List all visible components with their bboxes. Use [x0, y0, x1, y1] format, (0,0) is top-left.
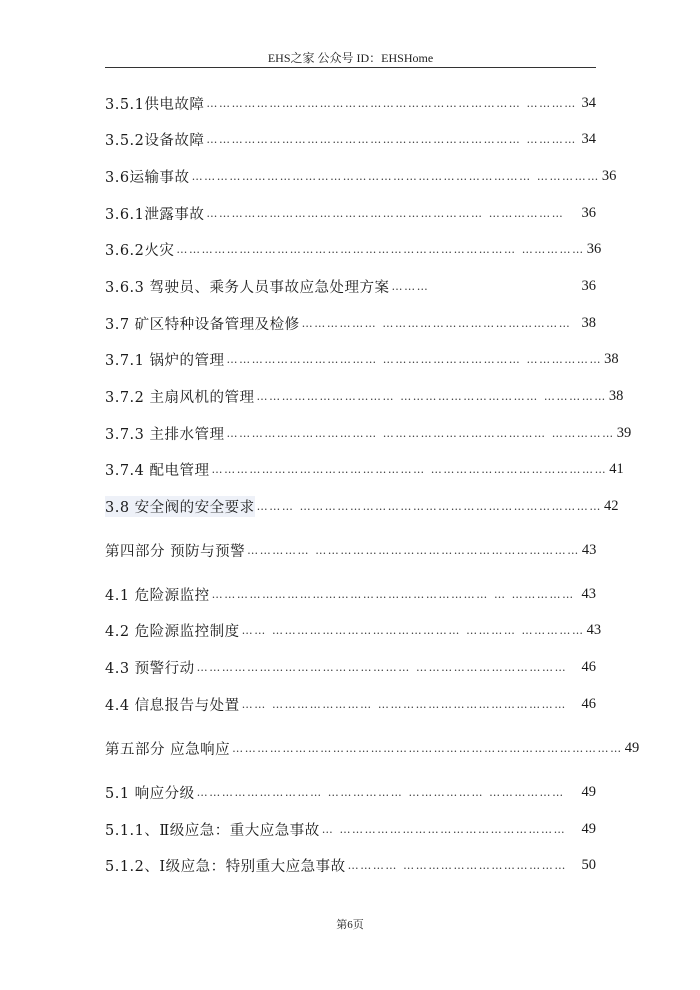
toc-entry[interactable] [105, 458, 624, 480]
toc-entry[interactable] [105, 583, 596, 605]
toc-entry-page: 34 [581, 94, 596, 111]
toc-entry-title: 3.7.4 配电管理 [105, 462, 210, 479]
toc-entry-title: 4.1 危险源监控 [105, 587, 210, 604]
toc-entry[interactable] [105, 238, 602, 260]
toc-entry-page: 38 [604, 350, 619, 367]
toc-leader-dots: …… ……………………………………… ………… …………… [241, 623, 585, 637]
toc-entry-title: 4.3 预警行动 [105, 660, 195, 677]
toc-entry[interactable] [105, 781, 596, 803]
toc-entry[interactable] [105, 312, 596, 334]
toc-entry-title: 4.4 信息报告与处置 [105, 697, 240, 714]
toc-entry-title: 4.2 危险源监控制度 [105, 623, 240, 640]
toc-entry-title: 3.6.3 驾驶员、乘务人员事故应急处理方案 [105, 279, 390, 296]
toc-entry-page: 46 [581, 658, 596, 675]
toc-entry[interactable] [105, 818, 596, 840]
toc-entry[interactable] [105, 348, 619, 370]
toc-leader-dots: ………………………………………………………………… ………… [206, 96, 577, 110]
toc-entry[interactable] [105, 202, 596, 224]
toc-entry-title: 3.6运输事故 [105, 169, 190, 186]
toc-entry-title: 3.5.2设备故障 [105, 132, 205, 149]
toc-leader-dots: ………………………………………………………………… ………… [206, 132, 577, 146]
toc-entry-page: 42 [603, 497, 619, 514]
toc-entry-page: 50 [581, 856, 596, 873]
toc-leader-dots: ……… ……………………………………………………………… [256, 499, 602, 513]
toc-leader-dots: …………………………………………… ……………………………… [196, 660, 568, 674]
toc-entry[interactable] [105, 92, 596, 114]
toc-entry-title: 3.7.2 主扇风机的管理 [105, 389, 255, 406]
page-number-footer: 第6页 [336, 919, 364, 931]
toc-leader-dots: ………………………… ……………… ……………… ……………… [196, 785, 565, 799]
toc-leader-dots: …………………………………………… …………………………………… [211, 462, 608, 476]
toc-entry-page: 38 [608, 387, 624, 404]
toc-entry-page: 46 [581, 695, 596, 712]
toc-entry-page: 34 [581, 130, 596, 147]
toc-entry-page: 36 [586, 240, 602, 257]
toc-entry-title: 3.7.3 主排水管理 [105, 426, 225, 443]
toc-entry-page: 49 [581, 783, 596, 800]
toc-entry-page: 36 [601, 167, 617, 184]
toc-entry[interactable] [105, 385, 624, 407]
toc-leader-dots: …………… ……………………………………………………… [247, 543, 580, 557]
toc-entry[interactable] [105, 619, 602, 641]
toc-leader-dots: ……… [391, 279, 430, 293]
toc-entry[interactable] [105, 422, 632, 444]
toc-leader-dots: ……………… ……………………………………… [301, 316, 572, 330]
toc-leader-dots: ……………………………… …………………………… ……………… [226, 352, 603, 366]
toc-leader-dots: …………………………… …………………………… …………… [256, 389, 607, 403]
toc-entry-page: 39 [616, 424, 632, 441]
toc-entry[interactable] [105, 165, 617, 187]
toc-entry-title: 第四部分 预防与预警 [105, 543, 246, 560]
toc-entry-title: 3.8 安全阀的安全要求 [105, 496, 255, 517]
toc-entry-page: 36 [581, 204, 596, 221]
toc-entry-title: 5.1 响应分级 [105, 785, 195, 802]
toc-leader-dots: ……………………………………………………………………… …………… [191, 169, 600, 183]
toc-entry-title: 5.1.1、Ⅱ级应急：重大应急事故 [105, 822, 320, 839]
page-header: EHS之家 公众号 ID：EHSHome [267, 51, 434, 65]
toc-leader-dots: ………… ………………………………… [347, 858, 567, 872]
toc-entry[interactable] [105, 737, 640, 759]
toc-entry[interactable] [105, 693, 596, 715]
toc-entry-title: 3.6.1泄露事故 [105, 206, 205, 223]
toc-entry-title: 第五部分 应急响应 [105, 741, 231, 758]
toc-entry[interactable] [105, 539, 596, 561]
toc-leader-dots: ……………………………… ………………………………… …………… [226, 426, 615, 440]
toc-entry-page: 49 [624, 739, 640, 756]
toc-entry-page: 43 [581, 541, 597, 558]
toc-entry-page: 41 [609, 460, 624, 477]
toc-entry-title: 3.7 矿区特种设备管理及检修 [105, 316, 300, 333]
toc-entry-page: 49 [581, 820, 596, 837]
toc-entry[interactable] [105, 495, 619, 517]
toc-leader-dots: ………………………………………………………………………………… [232, 741, 623, 755]
toc-leader-dots: … ……………………………………………… [321, 822, 567, 836]
toc-entry-page: 43 [581, 585, 596, 602]
toc-entry-page: 38 [581, 314, 596, 331]
toc-entry[interactable] [105, 275, 596, 297]
toc-leader-dots: ……………………………………………………………………… …………… [176, 242, 585, 256]
toc-leader-dots: ………………………………………………………… … …………… [211, 587, 575, 601]
toc-leader-dots: …… …………………… ……………………………………… [241, 697, 567, 711]
toc-leader-dots: ………………………………………………………… ……………… [206, 206, 565, 220]
toc-entry-title: 5.1.2、Ⅰ级应急：特别重大应急事故 [105, 858, 346, 875]
toc-entry-title: 3.6.2火灾 [105, 242, 175, 259]
toc-entry[interactable] [105, 128, 596, 150]
toc-entry[interactable] [105, 656, 596, 678]
toc-entry-page: 43 [586, 621, 602, 638]
toc-entry-title: 3.7.1 锅炉的管理 [105, 352, 225, 369]
toc-entry[interactable] [105, 854, 596, 876]
toc-entry-title: 3.5.1供电故障 [105, 96, 205, 113]
toc-entry-page: 36 [581, 277, 596, 294]
